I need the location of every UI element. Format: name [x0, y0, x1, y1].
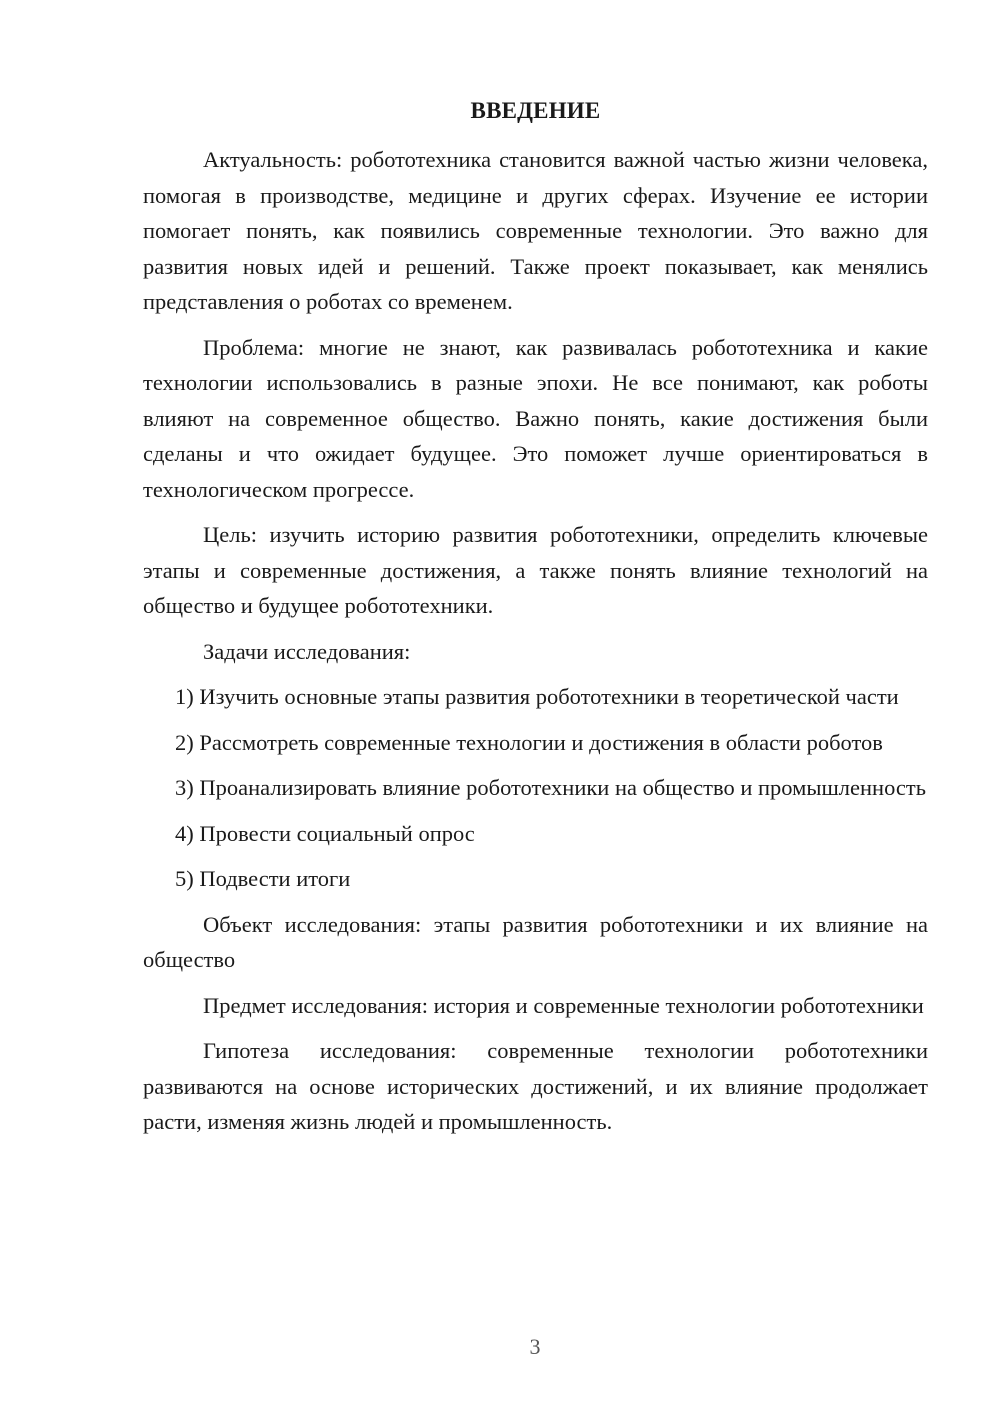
task-item-3: 3) Проанализировать влияние робототехники на общество и промышленность	[175, 775, 926, 800]
research-object-paragraph: Объект исследования: этапы развития робототехники и их влияние на общество	[143, 911, 928, 972]
goal-paragraph: Цель: изучить историю развития робототехники, определить ключевые этапы и современные достижения, а также понять влияние технологий на общество и будущее робототехники.	[143, 522, 928, 618]
page-number: 3	[529, 1334, 541, 1359]
task-item-5: 5) Подвести итоги	[175, 866, 351, 891]
tasks-heading: Задачи исследования:	[203, 638, 411, 664]
task-item-1: 1) Изучить основные этапы развития робототехники в теоретической части	[175, 684, 899, 709]
problem-paragraph: Проблема: многие не знают, как развивалась робототехника и какие технологии использовались в разные эпохи. Не все понимают, как роботы влияют на современное общество. Важно понять, какие достижения были сделаны и что ожидает будущее. Это поможет лучше ориентироваться в технологическом прогрессе.	[143, 334, 928, 502]
hypothesis-paragraph: Гипотеза исследования: современные технологии робототехники развиваются на основе исторических достижений, и их влияние продолжает расти, изменяя жизнь людей и промышленность.	[143, 1038, 928, 1134]
page-title: ВВЕДЕНИЕ	[470, 98, 601, 123]
research-subject-paragraph: Предмет исследования: история и современные технологии робототехники	[203, 992, 924, 1018]
relevance-paragraph: Актуальность: робототехника становится важной частью жизни человека, помогая в производстве, медицине и других сферах. Изучение ее истории помогает понять, как появились современные технологии. Это важно для развития новых идей и решений. Также проект показывает, как менялись представления о роботах со временем.	[143, 147, 928, 314]
document-body	[143, 142, 928, 1150]
task-item-4: 4) Провести социальный опрос	[175, 820, 475, 846]
task-item-2: 2) Рассмотреть современные технологии и достижения в области роботов	[175, 729, 883, 755]
